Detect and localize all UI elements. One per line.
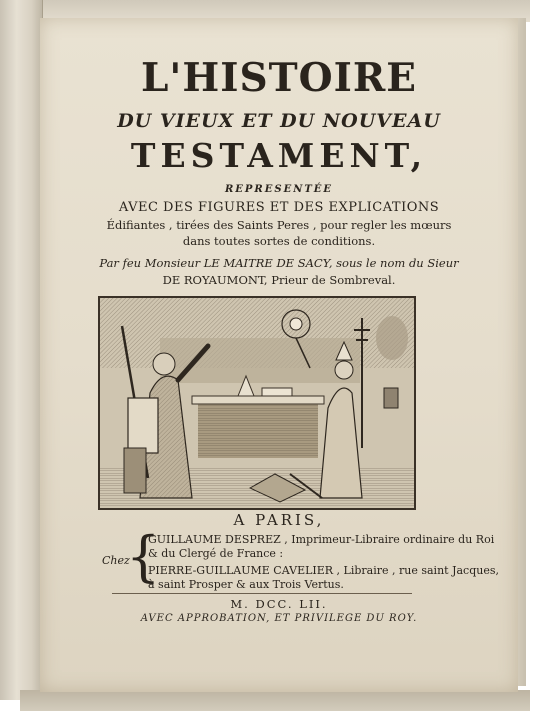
title-line-2: DU VIEUX ET DU NOUVEAU <box>117 110 441 132</box>
divider-rule <box>112 593 412 594</box>
title-line-1: L'HISTOIRE <box>141 55 417 101</box>
publisher-brace: { <box>126 525 161 588</box>
approbation-line: AVEC APPROBATION, ET PRIVILEGE DU ROY. <box>140 613 418 624</box>
description-line-3: dans toutes sortes de conditions. <box>182 234 376 248</box>
publisher-1-line-1: GUILLAUME DESPREZ , Imprimeur-Libraire ordinaire du Roi <box>148 533 495 546</box>
engraving-illustration <box>100 298 414 508</box>
binding-left <box>0 0 43 700</box>
imprint-place: A PARIS, <box>233 511 325 529</box>
title-line-3: TESTAMENT, <box>130 136 428 175</box>
publisher-2-line-1: PIERRE-GUILLAUME CAVELIER , Libraire , rue saint Jacques, <box>148 564 499 577</box>
subtitle-represente: REPRESENTÉE <box>224 184 334 195</box>
binding-bottom <box>20 690 530 711</box>
engraving-plate <box>98 296 416 510</box>
publisher-2-line-2: à saint Prosper & aux Trois Vertus. <box>148 578 344 591</box>
imprint-date: M. DCC. LII. <box>230 597 328 611</box>
publisher-chez: Chez <box>102 554 130 567</box>
description-line-1: AVEC DES FIGURES ET DES EXPLICATIONS <box>118 200 440 215</box>
author-line-2: DE ROYAUMONT, Prieur de Sombreval. <box>162 273 396 287</box>
description-line-2: Édifiantes , tirées des Saints Peres , pour regler les mœurs <box>106 218 452 232</box>
publisher-1-line-2: & du Clergé de France : <box>148 547 284 560</box>
author-line-1: Par feu Monsieur LE MAITRE DE SACY, sous le nom du Sieur <box>99 256 459 270</box>
title-page <box>40 18 518 692</box>
